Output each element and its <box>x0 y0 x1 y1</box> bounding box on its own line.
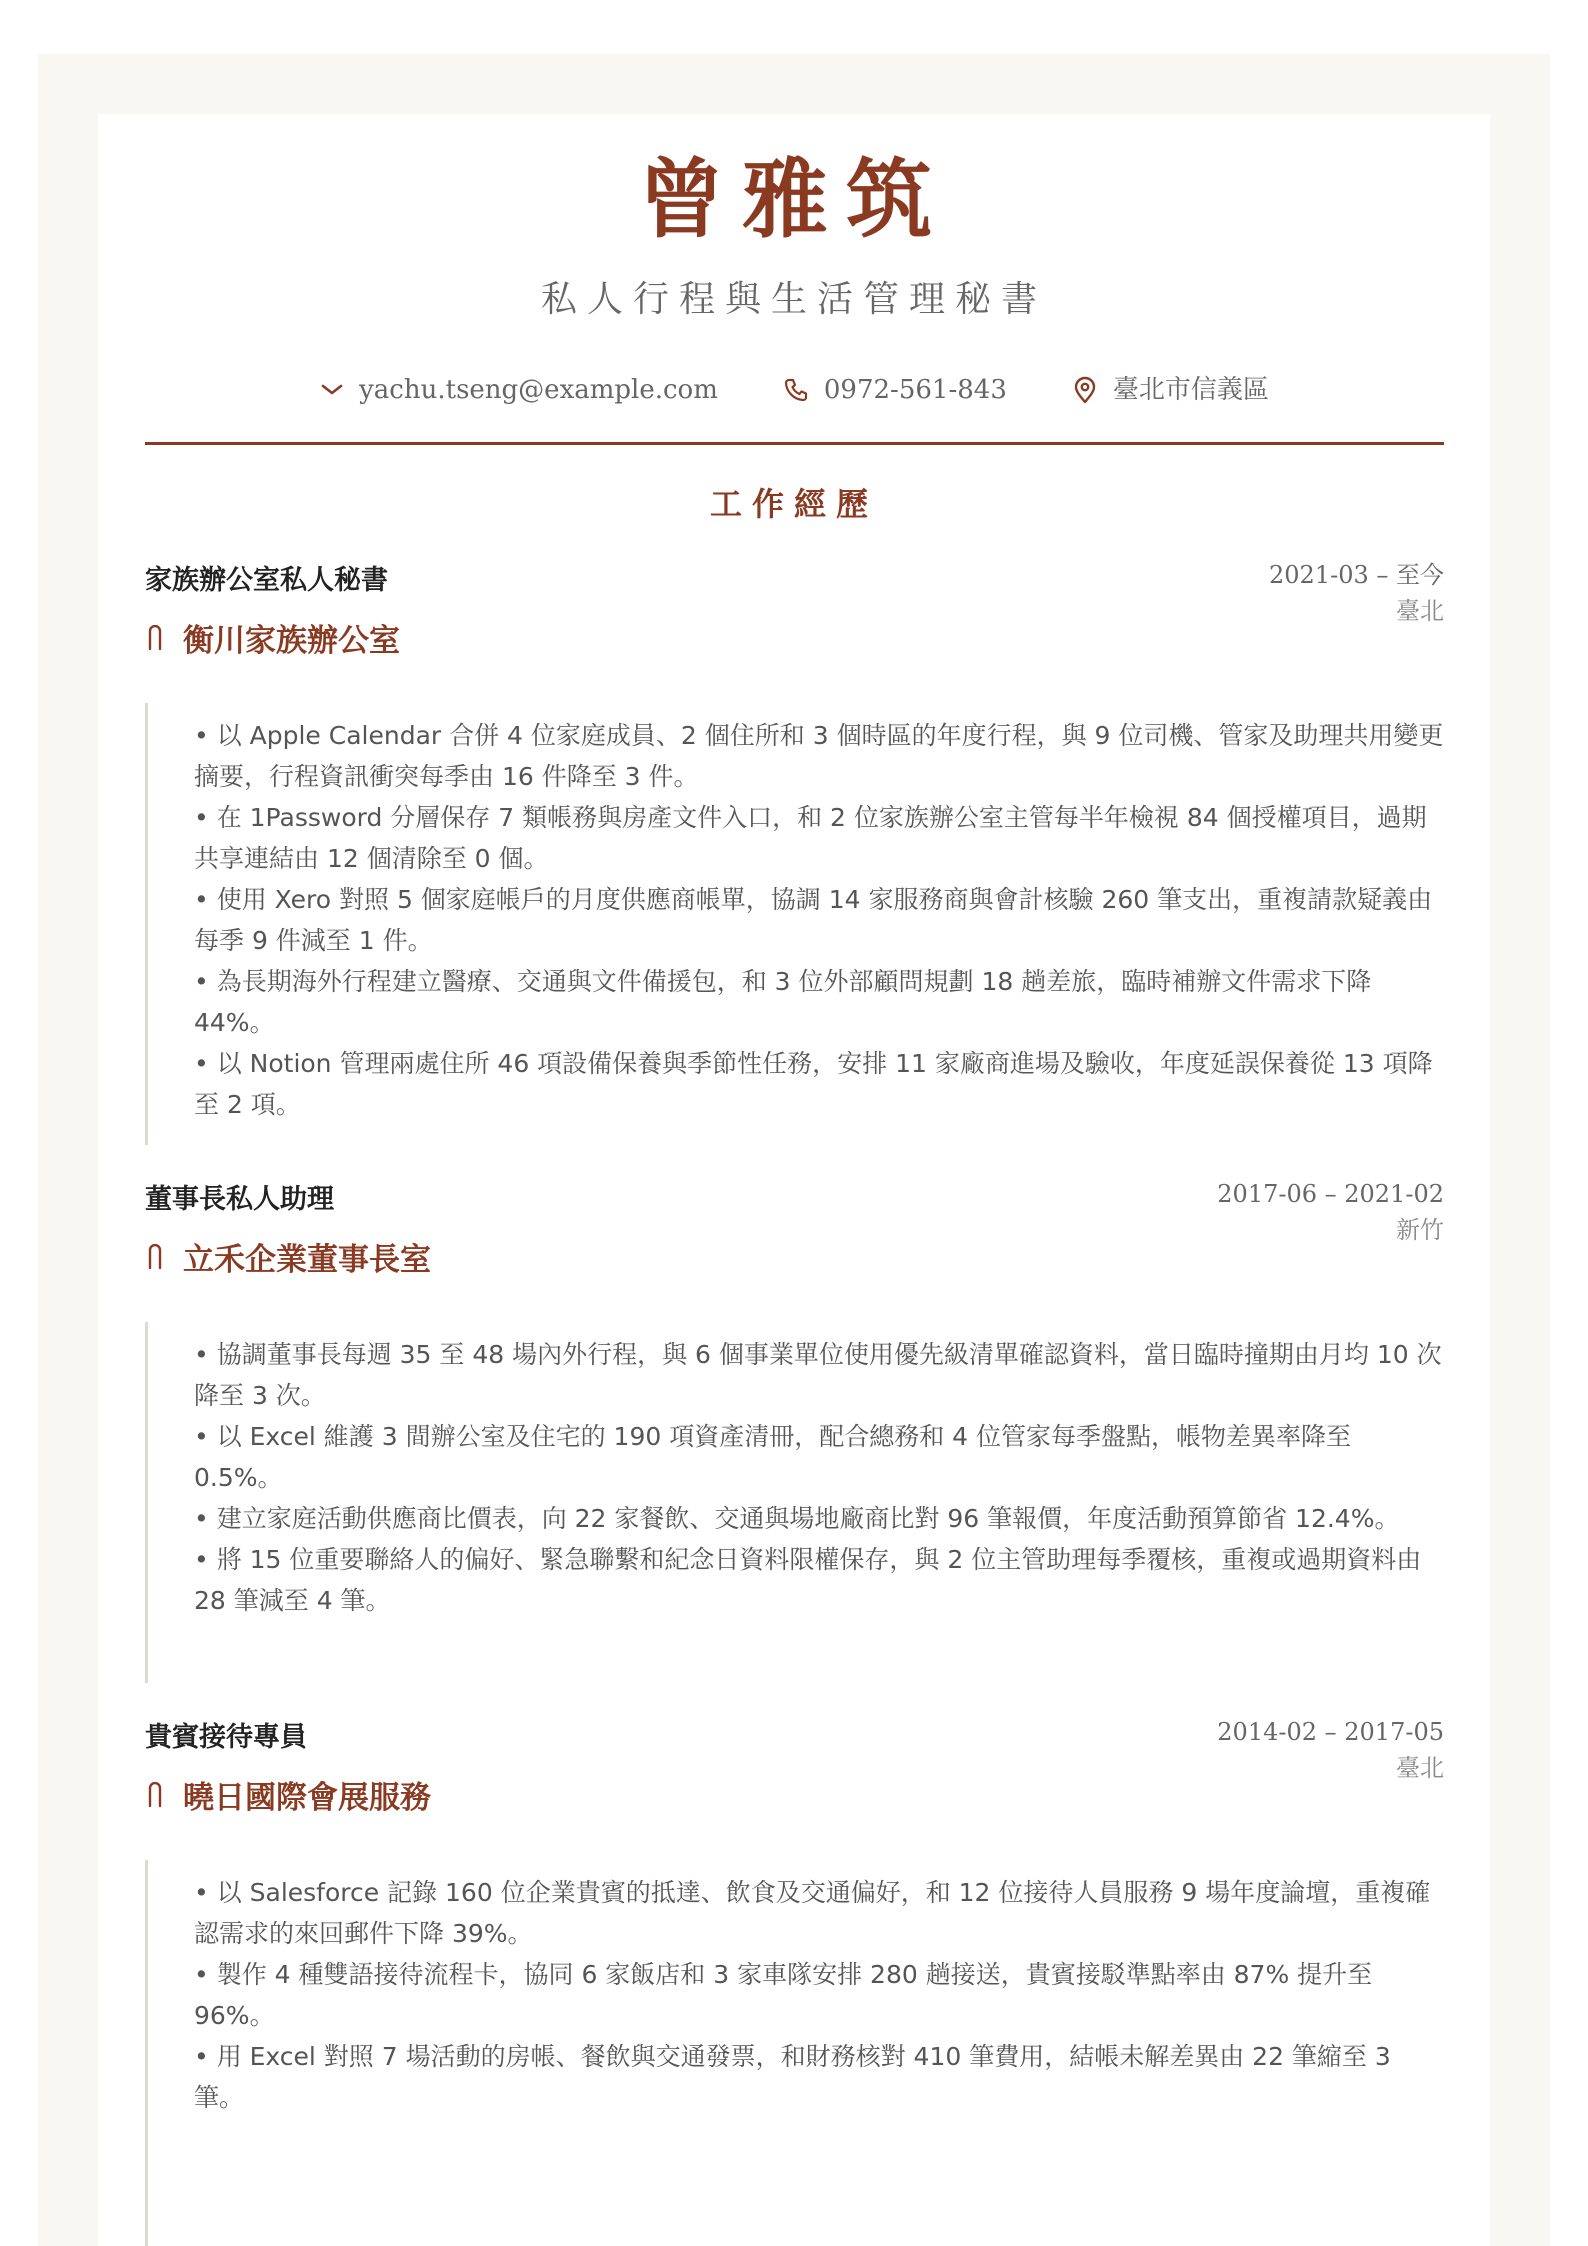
job-title: 家族辦公室私人秘書 <box>145 565 388 596</box>
section-title-experience: 工作經歷 <box>709 485 878 523</box>
email-icon <box>319 377 345 403</box>
job-city: 新竹 <box>1396 1216 1444 1244</box>
building-icon <box>145 617 165 665</box>
bullet-item: • 用 Excel 對照 7 場活動的房帳、餐飲與交通發票，和財務核對 410 筆費用，結帳未解差異由 22 筆縮至 3 筆。 <box>194 2042 1391 2112</box>
contact-phone[interactable] <box>782 370 1007 410</box>
bullet-item: • 建立家庭活動供應商比價表，向 22 家餐飲、交通與場地廠商比對 96 筆報價，年度活動預算節省 12.4%。 <box>194 1504 1400 1533</box>
company-name <box>145 1236 431 1284</box>
bullet-item: • 以 Salesforce 記錄 160 位企業貴賓的抵達、飲食及交通偏好，和 12 位接待人員服務 9 場年度論壇，重複確認需求的來回郵件下降 39%。 <box>194 1878 1431 1948</box>
company-name <box>145 1774 431 1822</box>
phone-text: 0972-561-843 <box>823 375 1007 405</box>
job-title-subtitle: 私人行程與生活管理秘書 <box>540 279 1047 320</box>
job-bullets <box>145 703 1444 1145</box>
bullet-item: • 以 Apple Calendar 合併 4 位家庭成員、2 個住所和 3 個時區的年度行程，與 9 位司機、管家及助理共用變更摘要，行程資訊衝突每季由 16 件降至 3 件。 <box>194 721 1444 791</box>
contact-email[interactable] <box>319 370 718 410</box>
company-label: 曉日國際會展服務 <box>183 1780 431 1816</box>
building-icon <box>145 1236 165 1284</box>
job-title: 貴賓接待專員 <box>145 1722 307 1753</box>
bullet-item: • 以 Excel 維護 3 間辦公室及住宅的 190 項資產清冊，配合總務和 4 位管家每季盤點，帳物差異率降至 0.5%。 <box>194 1422 1352 1492</box>
job-bullets <box>145 1860 1444 2246</box>
building-icon <box>145 1774 165 1822</box>
company-name <box>145 617 400 665</box>
job-date: 2021-03 – 至今 <box>1269 561 1444 589</box>
bullet-item: • 將 15 位重要聯絡人的偏好、緊急聯繫和紀念日資料限權保存，與 2 位主管助理每季覆核，重複或過期資料由 28 筆減至 4 筆。 <box>194 1545 1422 1615</box>
job-city: 臺北 <box>1396 1754 1444 1782</box>
bullet-item: • 以 Notion 管理兩處住所 46 項設備保養與季節性任務，安排 11 家廠商進場及驗收，年度延誤保養從 13 項降至 2 項。 <box>194 1049 1433 1119</box>
candidate-name: 曾雅筑 <box>638 150 950 250</box>
bullet-item: • 協調董事長每週 35 至 48 場內外行程，與 6 個事業單位使用優先級清單確認資料，當日臨時撞期由月均 10 次降至 3 次。 <box>194 1340 1442 1410</box>
location-pin-icon <box>1071 375 1099 405</box>
job-title: 董事長私人助理 <box>145 1184 334 1215</box>
job-date: 2017-06 – 2021-02 <box>1217 1180 1444 1208</box>
job-bullets <box>145 1322 1444 1683</box>
bullet-item: • 在 1Password 分層保存 7 類帳務與房產文件入口，和 2 位家族辦公室主管每半年檢視 84 個授權項目，過期共享連結由 12 個清除至 0 個。 <box>194 803 1427 873</box>
company-label: 立禾企業董事長室 <box>183 1242 431 1278</box>
company-label: 衡川家族辦公室 <box>183 623 400 659</box>
bullet-item: • 為長期海外行程建立醫療、交通與文件備援包，和 3 位外部顧問規劃 18 趟差旅，臨時補辦文件需求下降 44%。 <box>194 967 1372 1037</box>
job-city: 臺北 <box>1396 597 1444 625</box>
bullet-item: • 製作 4 種雙語接待流程卡，協同 6 家飯店和 3 家車隊安排 280 趟接送，貴賓接駁準點率由 87% 提升至 96%。 <box>194 1960 1373 2030</box>
job-date: 2014-02 – 2017-05 <box>1217 1718 1444 1746</box>
email-text: yachu.tseng@example.com <box>359 375 718 405</box>
contact-location <box>1071 370 1269 410</box>
header-divider <box>145 442 1444 445</box>
phone-icon <box>782 376 810 404</box>
location-text: 臺北市信義區 <box>1112 375 1269 405</box>
bullet-item: • 使用 Xero 對照 5 個家庭帳戶的月度供應商帳單，協調 14 家服務商與會計核驗 260 筆支出，重複請款疑義由每季 9 件減至 1 件。 <box>194 885 1433 955</box>
contact-bar <box>0 370 1588 410</box>
